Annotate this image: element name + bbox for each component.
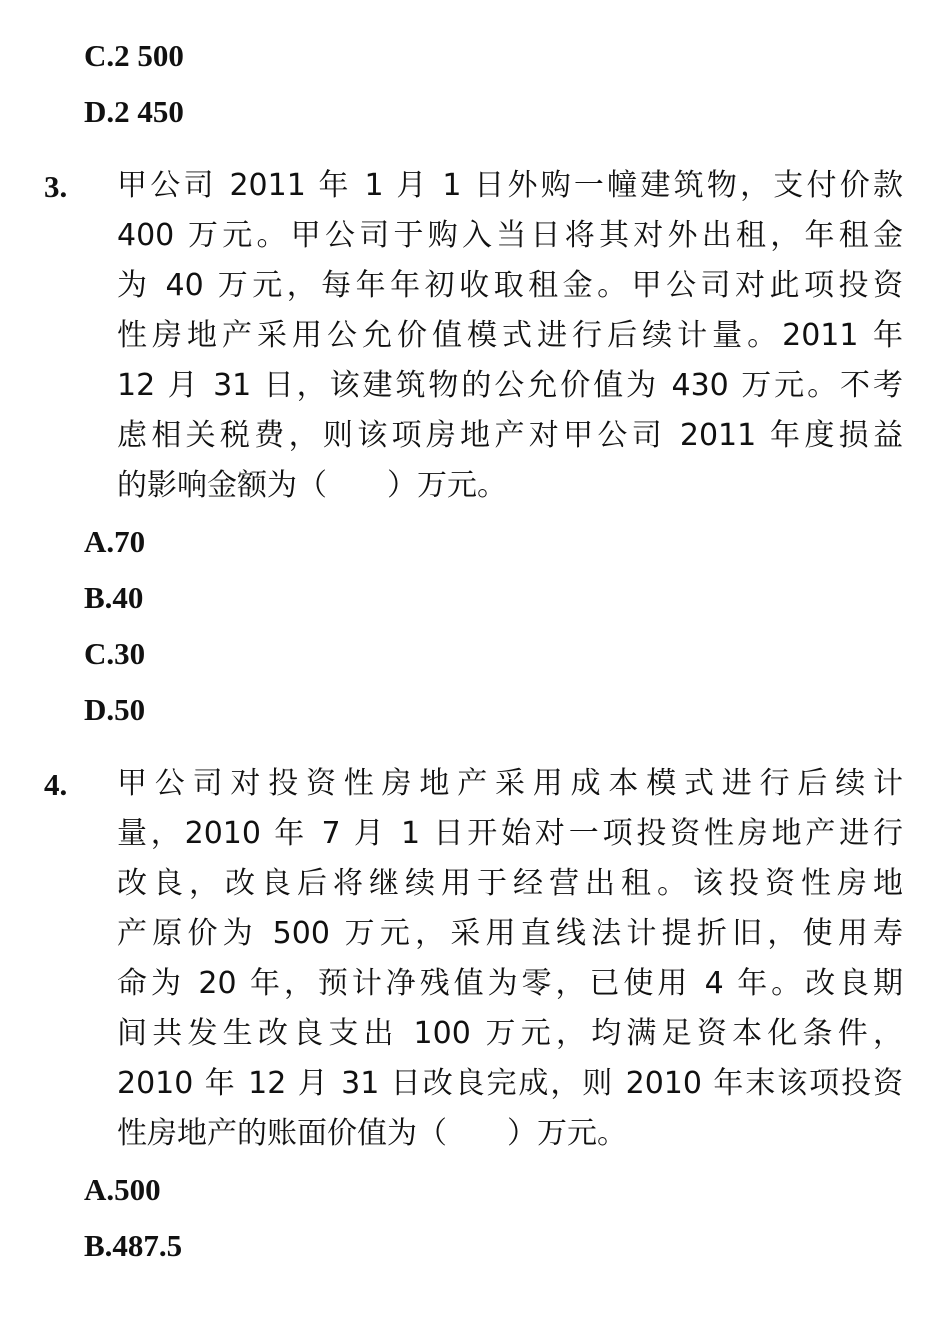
question-text-line: 12 月 31 日，该建筑物的公允价值为 430 万元。不考 <box>117 368 903 403</box>
option-a: A.70 <box>84 524 146 559</box>
question-text-line: 改良，改良后将继续用于经营出租。该投资性房地 <box>117 866 903 901</box>
option-d: D.50 <box>84 692 146 727</box>
option-b: B.487.5 <box>84 1228 183 1263</box>
option-c: C.30 <box>84 636 146 671</box>
question-text-line: 2010 年 12 月 31 日改良完成，则 2010 年末该项投资 <box>117 1066 903 1101</box>
option-c: C.2 500 <box>84 38 184 73</box>
option-b: B.40 <box>84 580 144 615</box>
question-text-line: 的影响金额为（ ）万元。 <box>117 468 507 503</box>
question-number: 4. <box>44 767 68 802</box>
question-text-line: 性房地产采用公允价值模式进行后续计量。2011 年 <box>117 318 903 353</box>
question-text-line: 间共发生改良支出 100 万元，均满足资本化条件， <box>117 1016 903 1051</box>
question-text-line: 甲公司对投资性房地产采用成本模式进行后续计 <box>117 766 903 801</box>
question-text-line: 性房地产的账面价值为（ ）万元。 <box>117 1116 627 1151</box>
option-d: D.2 450 <box>84 94 184 129</box>
question-number: 3. <box>44 169 68 204</box>
question-text-line: 命为 20 年，预计净残值为零，已使用 4 年。改良期 <box>117 966 903 1001</box>
question-text-line: 400 万元。甲公司于购入当日将其对外出租，年租金 <box>117 218 903 253</box>
question-text-line: 甲公司 2011 年 1 月 1 日外购一幢建筑物，支付价款 <box>117 168 903 203</box>
question-text-line: 虑相关税费，则该项房地产对甲公司 2011 年度损益 <box>117 418 903 453</box>
question-text-line: 量，2010 年 7 月 1 日开始对一项投资性房地产进行 <box>117 816 903 851</box>
question-text-line: 为 40 万元，每年年初收取租金。甲公司对此项投资 <box>117 268 903 303</box>
option-a: A.500 <box>84 1172 161 1207</box>
question-text-line: 产原价为 500 万元，采用直线法计提折旧，使用寿 <box>117 916 903 951</box>
